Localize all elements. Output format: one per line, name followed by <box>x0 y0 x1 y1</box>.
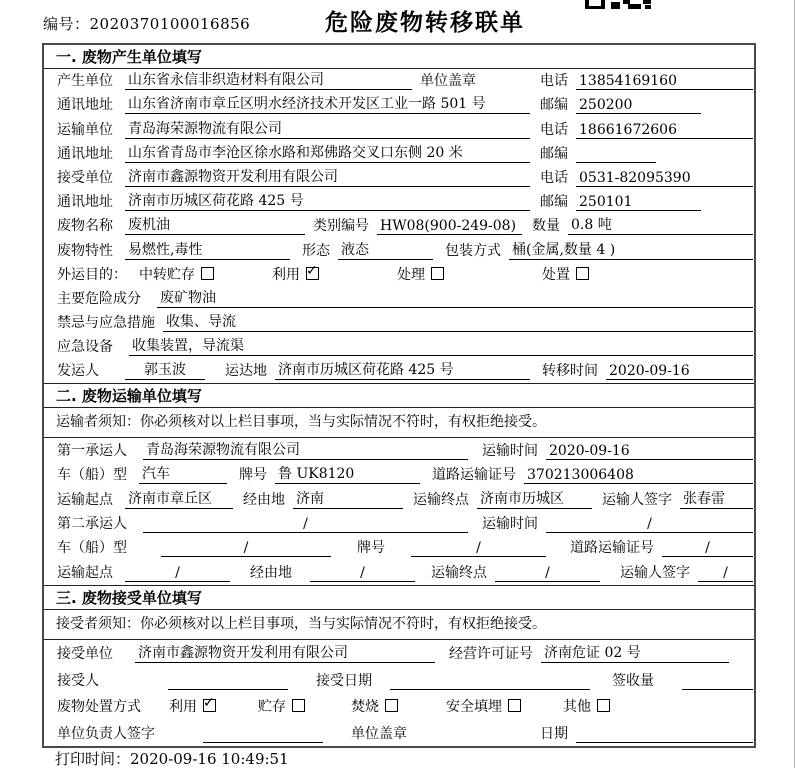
vehicle-type-value: 汽车 <box>139 463 227 484</box>
emergency-equipment-label: 应急设备 <box>57 339 113 356</box>
row-transport-purpose <box>44 263 754 287</box>
print-time-value: 2020-09-16 10:49:51 <box>130 750 289 768</box>
disposal-method-label: 废物处置方式 <box>57 699 141 716</box>
transporter-zip-group <box>540 143 753 163</box>
date-label: 日期 <box>540 725 568 742</box>
disposal-option-label: 安全填埋 <box>446 699 502 716</box>
route-via-label: 经由地 <box>250 564 292 581</box>
zip-label: 邮编 <box>540 194 568 211</box>
shipper-label: 发运人 <box>57 363 99 380</box>
producer-label: 产生单位 <box>57 73 113 90</box>
responsible-sign-label: 单位负责人签字 <box>57 725 155 742</box>
purpose-option-dispose <box>542 264 589 284</box>
form-state-value: 液态 <box>338 239 433 260</box>
row-vehicle-1 <box>44 463 754 487</box>
waste-name-label: 废物名称 <box>57 218 113 235</box>
checkbox-disposal-other <box>597 699 610 712</box>
route-start-value: / <box>125 565 230 582</box>
quantity-value: 0.8 吨 <box>568 214 753 235</box>
purpose-option-transfer-storage <box>139 264 214 284</box>
section-receiver <box>44 585 754 746</box>
row-hazard-component <box>44 287 754 311</box>
road-license-value: 370213006408 <box>524 467 753 484</box>
section1-header: 一. 废物产生单位填写 <box>44 45 754 69</box>
row-route-1 <box>44 487 754 511</box>
section-transporter <box>44 383 754 584</box>
destination-label: 运达地 <box>225 363 267 380</box>
transfer-time-value: 2020-09-16 <box>606 363 753 380</box>
vehicle-type-value: / <box>161 540 331 557</box>
received-qty-label: 签收量 <box>612 672 654 689</box>
disposal-option-label: 其他 <box>563 699 591 716</box>
acceptor-label: 接受人 <box>57 672 99 689</box>
route-end-label: 运输终点 <box>413 491 469 508</box>
accept-date-label: 接受日期 <box>316 672 372 689</box>
transport-purpose-label: 外运目的： <box>57 266 127 283</box>
road-license-value: / <box>662 540 753 557</box>
route-start-label: 运输起点 <box>57 491 113 508</box>
vehicle-type-label: 车（船）型 <box>57 540 127 557</box>
business-license-label: 经营许可证号 <box>449 646 533 663</box>
producer-address-label: 通讯地址 <box>57 97 113 114</box>
transporter-zip-value <box>576 146 656 163</box>
receiver-address-label: 通讯地址 <box>57 194 113 211</box>
purpose-option-label: 处置 <box>542 266 570 283</box>
transfer-time-label: 转移时间 <box>542 363 598 380</box>
row-vehicle-2 <box>44 536 754 560</box>
checkbox-disposal-utilize <box>203 699 216 712</box>
transporter-address-value: 山东省青岛市李沧区徐水路和郑佛路交叉口东侧 20 米 <box>125 142 530 163</box>
row-route-2 <box>44 560 754 584</box>
checkbox-treat <box>431 267 444 280</box>
row-producer <box>44 69 754 93</box>
print-time <box>55 748 289 769</box>
route-via-value: / <box>310 565 415 582</box>
purpose-option-treat <box>397 264 444 284</box>
qr-code-fragment <box>585 0 651 9</box>
phone-label: 电话 <box>540 121 568 138</box>
receiver-label: 接受单位 <box>57 169 113 186</box>
carrier-sign-value: / <box>698 565 753 582</box>
accept-unit-label: 接受单位 <box>57 646 113 663</box>
row-emergency-equipment <box>44 335 754 359</box>
plate-value: / <box>411 540 546 557</box>
doc-number <box>43 13 250 34</box>
zip-label: 邮编 <box>540 97 568 114</box>
receiver-zip-value: 250101 <box>576 194 701 211</box>
transporter-value: 青岛海荣源物流有限公司 <box>125 118 530 139</box>
checkbox-utilize <box>306 267 319 280</box>
producer-phone-value: 13854169160 <box>576 73 753 90</box>
received-qty-value <box>682 673 753 690</box>
first-carrier-value: 青岛海荣源物流有限公司 <box>143 439 468 460</box>
row-producer-address <box>44 93 754 117</box>
row-receiver <box>44 166 754 190</box>
packaging-label: 包装方式 <box>445 242 501 259</box>
first-carrier-time-value: 2020-09-16 <box>546 443 753 460</box>
hazard-component-label: 主要危险成分 <box>57 290 141 307</box>
producer-seal-label: 单位盖章 <box>420 73 476 90</box>
responsible-sign-value <box>203 726 323 743</box>
route-via-value: 济南 <box>293 488 403 509</box>
route-start-label: 运输起点 <box>57 564 113 581</box>
disposal-option-store <box>258 696 305 716</box>
row-transporter <box>44 117 754 141</box>
purpose-option-label: 利用 <box>272 266 300 283</box>
checkbox-disposal-store <box>292 699 305 712</box>
checkbox-disposal-incinerate <box>385 699 398 712</box>
emergency-measures-label: 禁忌与应急措施 <box>57 315 155 332</box>
road-license-label: 道路运输证号 <box>432 467 516 484</box>
carrier-sign-label: 运输人签字 <box>620 564 690 581</box>
row-second-carrier <box>44 512 754 536</box>
disposal-option-incinerate <box>351 696 398 716</box>
row-transporter-address <box>44 142 754 166</box>
producer-value: 山东省永信非织造材料有限公司 <box>125 69 412 90</box>
disposal-option-label: 贮存 <box>258 699 286 716</box>
disposal-option-landfill <box>446 696 521 716</box>
transport-time-label: 运输时间 <box>482 442 538 459</box>
transport-time-label: 运输时间 <box>482 516 538 532</box>
vehicle-type-label: 车（船）型 <box>57 467 127 484</box>
transporter-notice: 运输者须知：你必须核对以上栏目事项，当与实际情况不符时，有权拒绝接受。 <box>44 408 754 438</box>
route-via-label: 经由地 <box>243 491 285 508</box>
plate-label: 牌号 <box>239 467 267 484</box>
transfer-form-table <box>42 43 756 748</box>
row-acceptor <box>44 666 754 693</box>
waste-property-label: 废物特性 <box>57 242 113 259</box>
section3-header: 三. 废物接受单位填写 <box>44 585 754 610</box>
emergency-measures-value: 收集、导流 <box>163 311 753 332</box>
checkbox-transfer-storage <box>201 267 214 280</box>
packaging-value: 桶(金属,数量 4 ) <box>509 239 753 260</box>
signoff-date-value <box>576 726 753 743</box>
destination-value: 济南市历城区荷花路 425 号 <box>275 359 530 380</box>
route-end-label: 运输终点 <box>431 564 487 581</box>
page-title: 危险废物转移联单 <box>325 10 525 36</box>
print-time-label: 打印时间： <box>55 750 131 768</box>
zip-label: 邮编 <box>540 145 568 162</box>
accept-unit-value: 济南市鑫源物资开发利用有限公司 <box>135 642 435 663</box>
receiver-notice: 接受者须知：你必须核对以上栏目事项，当与实际情况不符时，有权拒绝接受。 <box>44 610 754 640</box>
section-producer <box>44 45 754 383</box>
page-right-edge <box>794 0 795 768</box>
doc-number-label: 编号： <box>43 15 90 33</box>
transporter-label: 运输单位 <box>57 121 113 138</box>
signoff-date-group <box>540 723 753 743</box>
transporter-phone-group <box>540 119 753 139</box>
phone-label: 电话 <box>540 169 568 186</box>
route-end-value: 济南市历城区 <box>477 488 592 509</box>
plate-label: 牌号 <box>357 540 385 557</box>
producer-zip-group <box>540 94 753 114</box>
category-code-label: 类别编号 <box>313 218 369 235</box>
receiver-value: 济南市鑫源物资开发利用有限公司 <box>125 166 530 187</box>
disposal-option-other <box>563 696 610 716</box>
second-carrier-value: / <box>143 516 468 533</box>
emergency-equipment-value: 收集装置，导流渠 <box>129 335 753 356</box>
shipper-value: 郭玉波 <box>125 359 205 380</box>
transporter-address-label: 通讯地址 <box>57 145 113 162</box>
unit-seal-label: 单位盖章 <box>351 725 407 742</box>
second-carrier-time-value: / <box>546 516 753 533</box>
disposal-option-label: 焚烧 <box>351 699 379 716</box>
row-receiver-address <box>44 190 754 214</box>
form-state-label: 形态 <box>302 242 330 259</box>
disposal-option-utilize <box>169 696 216 716</box>
hazard-component-value: 废矿物油 <box>157 287 753 308</box>
second-carrier-label: 第二承运人 <box>57 516 127 532</box>
disposal-option-label: 利用 <box>169 699 197 716</box>
producer-zip-value: 250200 <box>576 97 701 114</box>
row-shipper <box>44 359 754 383</box>
business-license-value: 济南危证 02 号 <box>541 642 729 663</box>
receiver-phone-group <box>540 167 753 187</box>
carrier-sign-value: 张春雷 <box>680 488 753 509</box>
producer-phone-group <box>540 70 753 90</box>
checkbox-dispose <box>576 267 589 280</box>
quantity-label: 数量 <box>532 218 560 235</box>
waste-property-value: 易燃性,毒性 <box>125 239 290 260</box>
row-waste-property <box>44 238 754 262</box>
phone-label: 电话 <box>540 73 568 90</box>
row-emergency-measures <box>44 311 754 335</box>
section2-header: 二. 废物运输单位填写 <box>44 383 754 408</box>
purpose-option-utilize <box>272 264 319 284</box>
purpose-option-label: 处理 <box>397 266 425 283</box>
acceptor-value <box>168 673 288 690</box>
first-carrier-label: 第一承运人 <box>57 442 127 459</box>
row-accept-unit <box>44 640 754 667</box>
row-signoff <box>44 719 754 746</box>
purpose-option-label: 中转贮存 <box>139 266 195 283</box>
carrier-sign-label: 运输人签字 <box>602 491 672 508</box>
plate-value: 鲁 UK8120 <box>275 463 420 484</box>
producer-address-value: 山东省济南市章丘区明水经济技术开发区工业一路 501 号 <box>125 93 530 114</box>
receiver-zip-group <box>540 191 753 211</box>
doc-number-value: 2020370100016856 <box>89 15 251 33</box>
receiver-address-value: 济南市历城区荷花路 425 号 <box>125 190 530 211</box>
category-code-value: HW08(900-249-08) <box>377 218 522 235</box>
waste-name-value: 废机油 <box>125 214 305 235</box>
receiver-phone-value: 0531-82095390 <box>576 170 753 187</box>
route-start-value: 济南市章丘区 <box>125 488 233 509</box>
road-license-label: 道路运输证号 <box>570 540 654 557</box>
row-first-carrier <box>44 438 754 462</box>
accept-date-value <box>390 673 590 690</box>
row-disposal-method <box>44 693 754 720</box>
checkbox-disposal-landfill <box>508 699 521 712</box>
row-waste-name <box>44 214 754 238</box>
route-end-value: / <box>495 565 600 582</box>
transporter-phone-value: 18661672606 <box>576 122 753 139</box>
